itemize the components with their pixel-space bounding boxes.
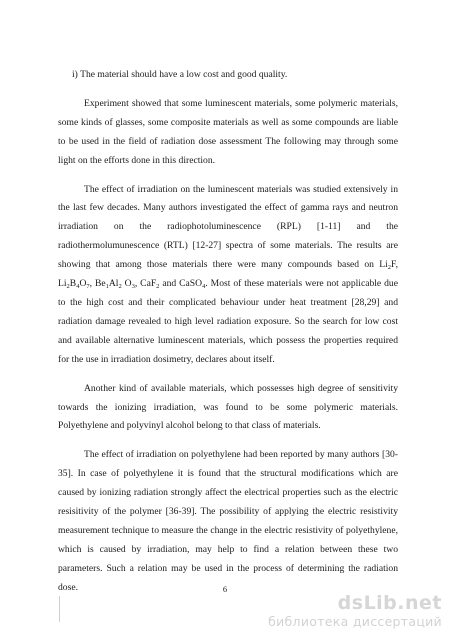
watermark-subtitle: библиотека диссертаций — [268, 614, 442, 629]
watermark-logo: dsLib.net — [337, 592, 442, 614]
paragraph-4: The effect of irradiation on polyethylene had been reported by many authors [30-35]. In case of polyethylene it is found that the structural modifications which are caused by ionizing radiation strongly affect the electrical properties such as the electric resisitivity of the polymer [36-39]. The possibility of applying the electric resistivity measurement technique to measure the change in the electric resistivity of polyethylene, which is caused by irradiation, may help to find a relation between these two parameters. Such a relation may be used in the process of determining the radiation dose. — [58, 449, 398, 593]
page-number: 6 — [222, 584, 228, 594]
list-item: i) The material should have a low cost and good quality. — [72, 69, 288, 80]
scan-edge-mark — [59, 596, 60, 622]
paragraph-1: Experiment showed that some luminescent materials, some polymeric materials, some kinds of glasses, some composite materials as well as some compounds are liable to be used in the field of radiation dose assessment The following may through some light on the efforts done in this direction. — [58, 97, 398, 166]
paragraph-3: Another kind of available materials, which possesses high degree of sensitivity towards the ionizing irradiation, was found to be some polymeric materials. Polyethylene and polyvinyl alcohol belong to that class of materials. — [58, 382, 398, 432]
paragraph-2: The effect of irradiation on the luminescent materials was studied extensively in the last few decades. Many authors investigated the effect of gamma rays and neutron irradiation on the radiophotoluminescence (RPL) [1-11] and the radiothermolumunescence (RTL) [12-27] spectra of some materials. The results are showing that among those materials there were many compounds based on $Li_2F$, $Li_2B_4O_7$, $Be_1Al_2$ $O_3$, CaF$_2$ and CaSO$_4$. Most of these materials were not applicable due to the high cost and their complicated behaviour under heat treatment [28,29] and radiation damage revealed to high level radiation exposure. So the search for low cost and available alternative luminescent materials, which possess the properties required for the use in irradiation dosimetry, declares about itself. — [58, 183, 398, 365]
body-text — [58, 66, 398, 598]
watermark — [268, 592, 442, 630]
